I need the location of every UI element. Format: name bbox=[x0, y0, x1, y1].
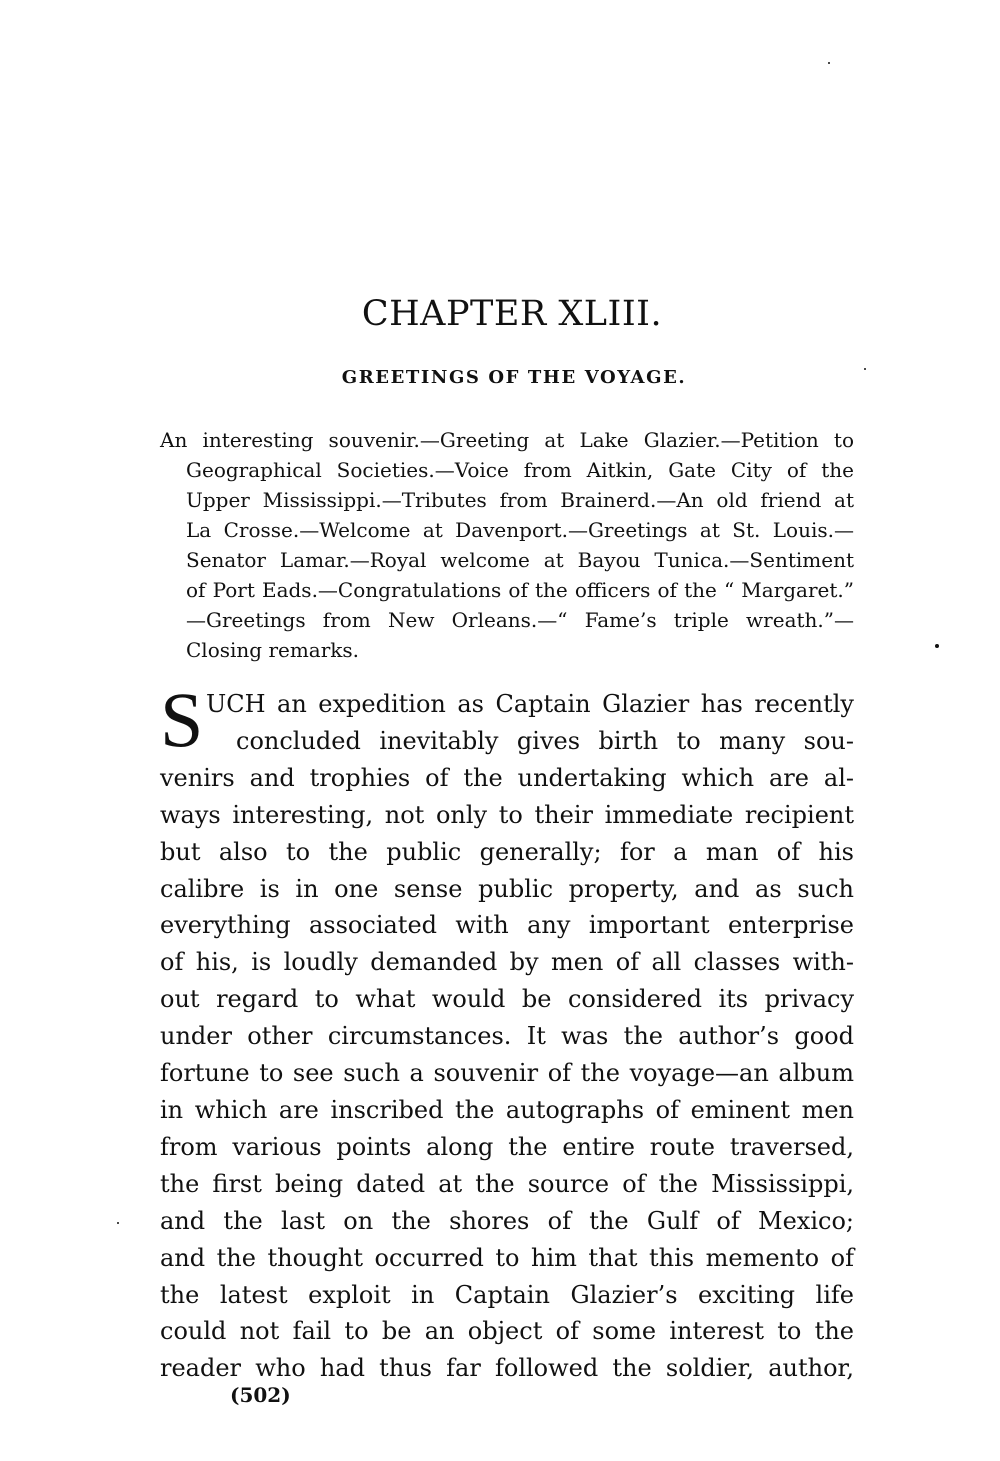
page-number: (502) bbox=[230, 1383, 291, 1407]
body-line: reader who had thus far followed the soldier, author, bbox=[160, 1354, 854, 1383]
chapter-synopsis bbox=[160, 425, 854, 665]
synopsis-line: Upper Mississippi.—Tributes from Brainerd.—An old friend at bbox=[186, 488, 854, 512]
body-line: concluded inevitably gives birth to many sou- bbox=[236, 726, 854, 755]
body-line: ways interesting, not only to their immediate recipient bbox=[160, 800, 854, 829]
scan-speck bbox=[864, 368, 866, 370]
body-line: and the thought occurred to him that this memento of bbox=[160, 1243, 854, 1272]
body-line: everything associated with any important enterprise bbox=[160, 911, 854, 940]
body-line: the latest exploit in Captain Glazier’s exciting life bbox=[160, 1280, 854, 1309]
body-line: could not fail to be an object of some interest to the bbox=[160, 1317, 854, 1346]
body-line: from various points along the entire route traversed, bbox=[160, 1132, 854, 1161]
body-line: out regard to what would be considered its privacy bbox=[160, 985, 854, 1014]
synopsis-line: La Crosse.—Welcome at Davenport.—Greetings at St. Louis.— bbox=[186, 518, 854, 542]
synopsis-line: An interesting souvenir.—Greeting at Lake Glazier.—Petition to bbox=[160, 428, 854, 452]
scan-speck bbox=[828, 62, 830, 64]
body-line: under other circumstances. It was the author’s good bbox=[160, 1022, 854, 1051]
scan-speck bbox=[117, 1222, 119, 1224]
scan-speck bbox=[935, 644, 939, 648]
drop-cap: S bbox=[160, 676, 204, 763]
synopsis-line: Closing remarks. bbox=[186, 638, 360, 662]
body-line: but also to the public generally; for a man of his bbox=[160, 837, 854, 866]
body-line: and the last on the shores of the Gulf of Mexico; bbox=[160, 1206, 854, 1235]
chapter-subtitle: GREETINGS OF THE VOYAGE. bbox=[341, 367, 687, 388]
synopsis-line: Geographical Societies.—Voice from Aitkin, Gate City of the bbox=[186, 458, 854, 482]
synopsis-line: —Greetings from New Orleans.—“ Fame’s triple wreath.”— bbox=[186, 608, 854, 632]
body-line: the first being dated at the source of the Mississippi, bbox=[160, 1169, 854, 1198]
synopsis-line: Senator Lamar.—Royal welcome at Bayou Tunica.—Sentiment bbox=[186, 548, 854, 572]
body-paragraph bbox=[160, 676, 854, 1387]
synopsis-line: of Port Eads.—Congratulations of the officers of the “ Margaret.” bbox=[186, 578, 854, 602]
body-line: fortune to see such a souvenir of the voyage—an album bbox=[160, 1059, 854, 1088]
body-line: venirs and trophies of the undertaking which are al- bbox=[160, 763, 854, 792]
body-line: in which are inscribed the autographs of eminent men bbox=[160, 1095, 854, 1124]
body-line: UCH an expedition as Captain Glazier has recently bbox=[206, 690, 854, 718]
body-line: calibre is in one sense public property, and as such bbox=[160, 874, 854, 903]
body-line: of his, is loudly demanded by men of all classes with- bbox=[160, 948, 854, 977]
chapter-title: CHAPTER XLIII. bbox=[361, 294, 663, 334]
